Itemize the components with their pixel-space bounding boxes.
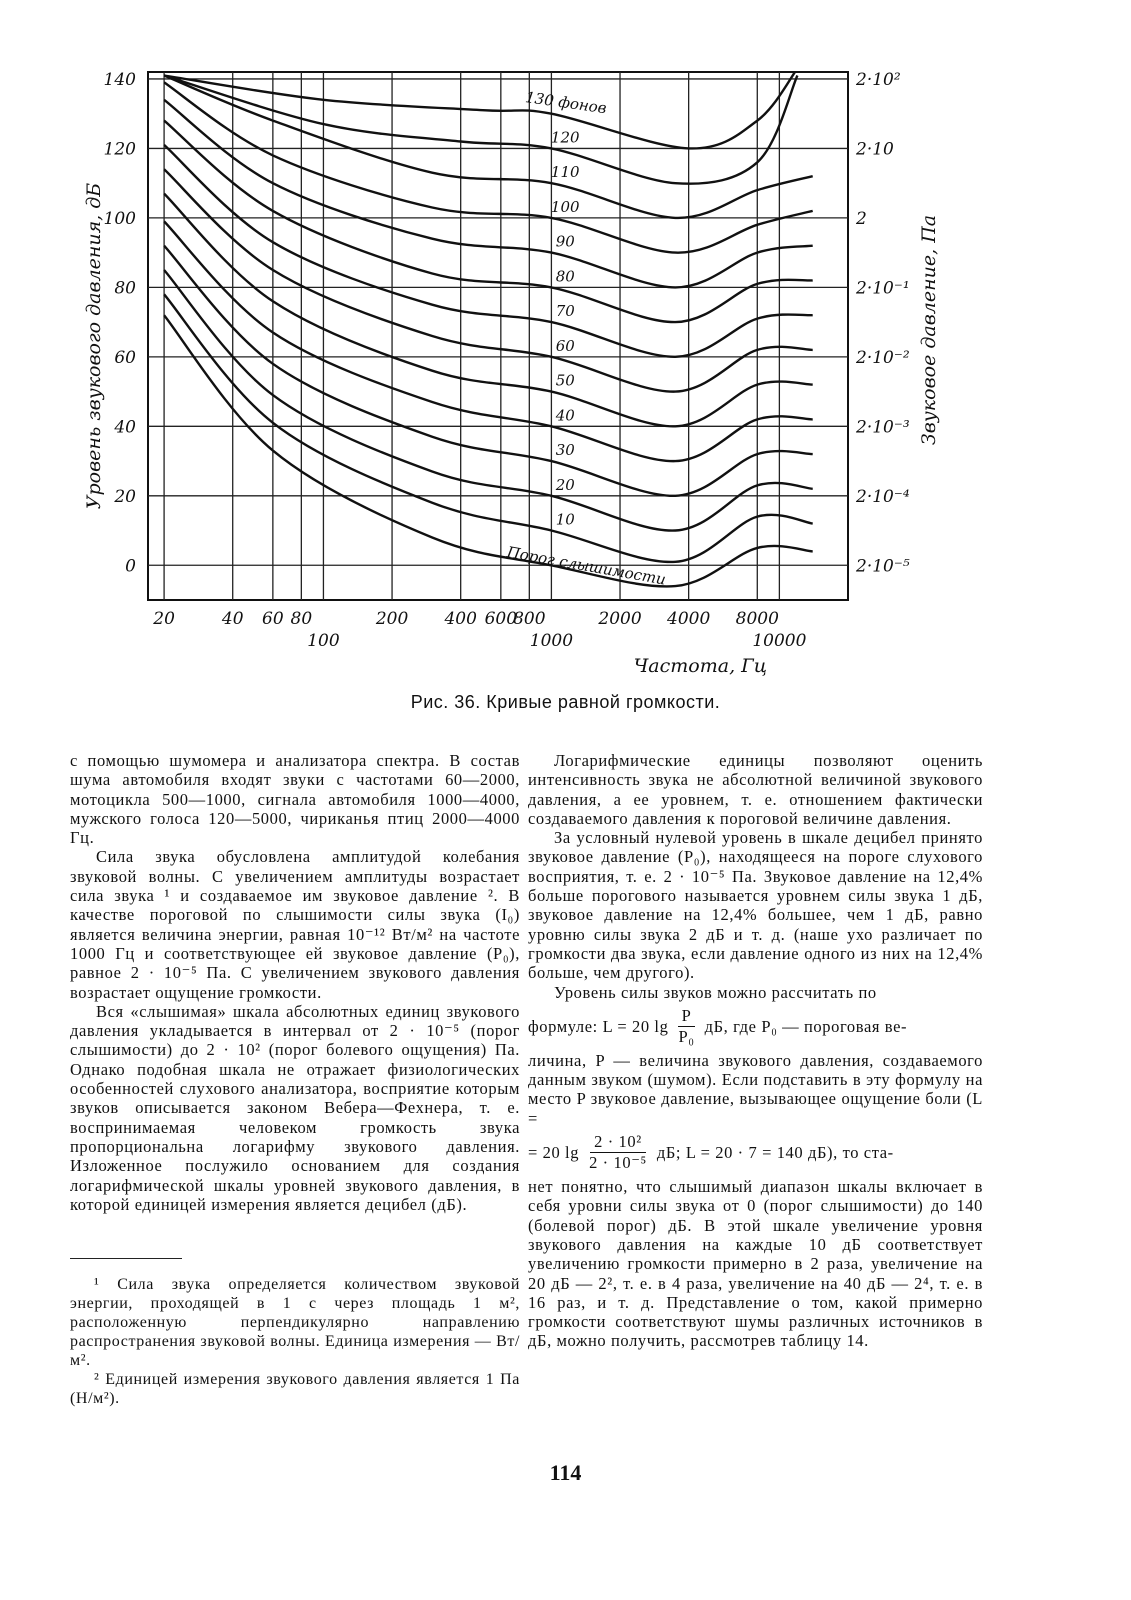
y2-tick-label: 2·10 <box>856 139 894 160</box>
left-text-column <box>70 751 520 1408</box>
y2-tick-label: 2·10² <box>856 69 901 90</box>
y-axis-title: Уровень звукового давления, дБ <box>83 182 105 510</box>
y-tick-label: 100 <box>103 208 136 229</box>
x-tick-label: 2000 <box>598 609 642 629</box>
y2-tick-label: 2·10⁻⁴ <box>856 486 910 507</box>
curve-label-10: 10 <box>555 510 575 529</box>
paragraph: Логарифмические единицы позволяют оценить интенсивность звука не абсолютной величиной звукового давления, а ее уровнем, т. е. отношением фактически создаваемого давления к пороговой величине давления. <box>528 751 983 828</box>
x-tick-label: 800 <box>513 609 546 629</box>
y-tick-label: 20 <box>114 486 136 507</box>
x-tick-label: 20 <box>153 609 175 629</box>
footnotes <box>70 1275 520 1408</box>
paragraph: Уровень силы звуков можно рассчитать по <box>554 982 877 1002</box>
curve-label-110: 110 <box>550 163 580 182</box>
footnote-1: ¹ Сила звука определяется количеством звуковой энергии, проходящей в 1 с через площадь 1 м², расположенную перпендикулярно направлению распространения звуковой волны. Единица измерения — Вт/м². <box>70 1276 520 1370</box>
loudness-curve-90 <box>164 100 813 288</box>
y-tick-label: 60 <box>114 347 136 368</box>
y-tick-label: 0 <box>125 556 136 577</box>
paragraph: Сила звука обусловлена амплитудой колебания звуковой волны. С увеличением амплитуды возрастает сила звука ¹ и создаваемое им звуковое давление ². В качестве пороговой по слышимости силы звука (I₀) является величина энергии, равная 10⁻¹² Вт/м² на частоте 1000 Гц и соответствующее ей звуковое давление (P₀), равное 2 · 10⁻⁵ Па. С увеличением звукового давления возрастает ощущение громкости. <box>70 847 520 1002</box>
y-tick-label: 120 <box>103 139 136 160</box>
formula-2-denominator: 2 · 10⁻⁵ <box>589 1153 647 1173</box>
loudness-curve-40 <box>164 221 813 461</box>
loudness-curve-10 <box>164 294 813 562</box>
formula-2-suffix: дБ; L = 20 · 7 = 140 дБ), то ста- <box>656 1142 894 1162</box>
y2-tick-label: 2·10⁻² <box>856 347 910 368</box>
curve-label-120: 120 <box>550 128 580 147</box>
formula-2-numerator: 2 · 10² <box>590 1132 646 1153</box>
x-tick-label: 4000 <box>667 609 711 629</box>
y-tick-label: 140 <box>103 69 136 90</box>
loudness-curve-130 <box>164 69 797 149</box>
formula-1-suffix: дБ, где P₀ — пороговая ве- <box>704 1016 908 1036</box>
formula-1-numerator: P <box>678 1006 696 1027</box>
equal-loudness-chart <box>0 0 1131 690</box>
paragraph: За условный нулевой уровень в шкале децибел принято звуковое давление (P₀), находящееся на пороге слухового восприятия, т. е. 2 · 10⁻⁵ Па. Звуковое давление на 12,4% больше порогового называется уровнем силы звука 1 дБ, звуковое давление на 12,4% большее, чем 1 дБ, равно уровню силы звука 2 дБ и т. д. (наше ухо различает по громкости два звука, если давление одного из них на 12,4% больше, чем другого). <box>528 828 983 983</box>
y2-tick-label: 2·10⁻¹ <box>856 278 910 299</box>
x-tick-label: 80 <box>290 609 313 629</box>
curve-label-60: 60 <box>555 336 575 355</box>
curve-label-40: 40 <box>555 406 575 425</box>
figure-caption: Рис. 36. Кривые равной громкости. <box>410 692 721 712</box>
x-tick-label: 8000 <box>735 609 779 629</box>
y-tick-label: 80 <box>114 278 136 299</box>
formula-1 <box>528 1006 983 1047</box>
paragraph: нет понятно, что слышимый диапазон шкалы включает в себя уровни силы звука от 0 (порог слышимости) до 140 (болевой порог) дБ. В этой шкале увеличение уровня звукового давления на каждые 10 дБ соответствует увеличению громкости примерно в 2 раза, увеличение на 20 дБ — 2², т. е. в 4 раза, увеличение на 40 дБ — 2⁴, т. е. в 16 раз, и т. д. Представление о том, какой примерно громкости соответствуют шумы различных источников в дБ, можно получить, рассмотрев таблицу 14. <box>528 1177 983 1351</box>
curve-label-20: 20 <box>555 475 575 494</box>
x-tick-label: 40 <box>221 609 244 629</box>
loudness-curve-50 <box>164 194 813 427</box>
formula-1-prefix: формуле: L = 20 lg <box>528 1016 669 1036</box>
curve-label-80: 80 <box>555 267 575 286</box>
y2-tick-label: 2·10⁻⁵ <box>856 556 910 577</box>
x-tick-label: 600 <box>484 609 518 629</box>
y2-axis-title: Звуковое давление, Па <box>918 214 940 446</box>
formula-1-denominator: P₀ <box>678 1026 695 1046</box>
curve-label-90: 90 <box>555 232 575 251</box>
footnote-divider <box>70 1258 182 1259</box>
y-tick-label: 40 <box>114 417 136 438</box>
x-tick-label: 60 <box>262 609 284 629</box>
paragraph: личина, P — величина звукового давления, создаваемого данным звуком (шумом). Если подставить в эту формулу на место P звуковое давление, вызывающее ощущение боли (L = <box>528 1050 983 1128</box>
x-axis-title: Частота, Гц <box>633 655 768 677</box>
x-tick-label: 400 <box>444 609 477 629</box>
right-text-column <box>528 751 983 1351</box>
formula-2-prefix: = 20 lg <box>528 1142 580 1162</box>
loudness-curve-110 <box>164 76 813 218</box>
threshold-label: Порог слышимости <box>505 542 668 589</box>
footnote-2: ² Единицей измерения звукового давления является 1 Па (Н/м²). <box>70 1371 520 1408</box>
curve-label-100: 100 <box>550 197 580 216</box>
x-tick-label: 100 <box>307 631 340 651</box>
equal-loudness-figure <box>0 0 1131 690</box>
curve-label-130: 130 фонов <box>524 88 608 118</box>
y2-tick-label: 2·10⁻³ <box>856 417 910 438</box>
y2-tick-label: 2 <box>856 208 867 229</box>
curve-label-70: 70 <box>555 302 575 321</box>
paragraph: с помощью шумомера и анализатора спектра. В состав шума автомобиля входят звуки с частотами 60—2000, мотоцикла 500—1000, сигнала автомобиля 1000—4000, мужского голоса 120—5000, чириканья птиц 2000—4000 Гц. <box>70 751 520 848</box>
page-number: 114 <box>549 1460 582 1485</box>
paragraph: Вся «слышимая» шкала абсолютных единиц звукового давления укладывается в интервал от 2 · 10⁻⁵ (порог слышимости) до 2 · 10² (порог болевого ощущения) Па. Однако подобная шкала не отражает физиологических особенностей слухового анализатора, восприятие которым звуков описывается законом Вебера—Фехнера, т. е. воспринимаемая человеком громкость звука пропорциональна логарифму звукового давления. Изложенное послужило основанием для создания логарифмической шкалы уровней звукового давления, в которой единицей измерения является децибел (дБ). <box>70 1001 520 1214</box>
formula-2 <box>528 1132 983 1173</box>
curve-label-50: 50 <box>555 371 575 390</box>
x-tick-label: 200 <box>375 609 409 629</box>
x-tick-label: 1000 <box>529 631 574 651</box>
formula-1-fraction <box>674 1006 698 1047</box>
curve-label-30: 30 <box>555 441 575 460</box>
formula-2-fraction <box>585 1132 651 1173</box>
loudness-curve-30 <box>164 246 813 496</box>
x-tick-label: 10000 <box>752 631 807 651</box>
